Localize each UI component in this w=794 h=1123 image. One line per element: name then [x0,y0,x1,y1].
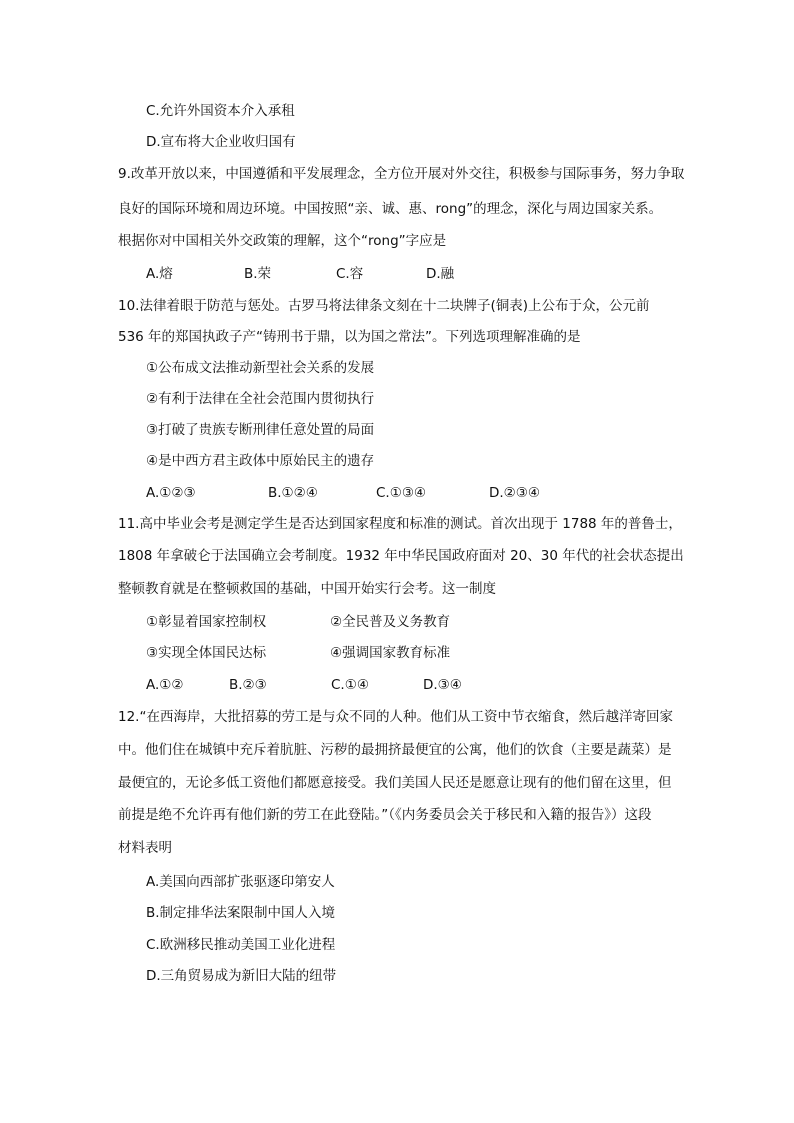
q12-option-a: A.美国向西部扩张驱逐印第安人 [146,874,335,890]
q9-option-c: C.容 [336,266,364,282]
q11-option-b: B.②③ [229,677,267,693]
q9-option-b: B.荣 [244,266,272,282]
q10-item-4: ④是中西方君主政体中原始民主的遗存 [146,453,375,469]
q12-option-d: D.三角贸易成为新旧大陆的纽带 [146,968,337,984]
q11-stem-line-1: 11.高中毕业会考是测定学生是否达到国家程度和标准的测试。首次出现于 1788 年的普鲁士， [118,516,682,532]
q12-stem-line-5: 材料表明 [118,840,172,856]
q11-stem-line-3: 整顿教育就是在整顿救国的基础，中国开始实行会考。这一制度 [118,581,496,597]
q11-item-1: ①彰显着国家控制权 [146,614,267,630]
q11-options [146,675,546,695]
q12-stem-line-1: 12.“在西海岸，大批招募的劳工是与众不同的人种。他们从工资中节衣缩食，然后越洋寄回家 [118,709,673,725]
q10-options [146,483,566,503]
q12-stem-line-3: 最便宜的，无论多低工资他们都愿意接受。我们美国人民还是愿意让现有的他们留在这里，但 [118,775,672,791]
q12-option-c: C.欧洲移民推动美国工业化进程 [146,937,336,953]
q11-option-d: D.③④ [423,677,462,693]
q10-option-a: A.①②③ [146,485,196,501]
q10-option-d: D.②③④ [489,485,540,501]
q12-stem-line-2: 中。他们住在城镇中充斥着肮脏、污秽的最拥挤最便宜的公寓，他们的饮食（主要是蔬菜）是 [118,742,672,758]
q12-stem-line-4: 前提是绝不允许再有他们新的劳工在此登陆。”（《内务委员会关于移民和入籍的报告》）这段 [118,807,652,823]
q11-stem-line-2: 1808 年拿破仑于法国确立会考制度。1932 年中华民国政府面对 20、30 年代的社会状态提出 [118,548,684,564]
q10-stem-line-1: 10.法律着眼于防范与惩处。古罗马将法律条文刻在十二块牌子(铜表)上公布于众，公元前 [118,298,650,314]
q11-items-row-2 [146,643,546,663]
q10-item-3: ③打破了贵族专断刑律任意处置的局面 [146,422,375,438]
q9-stem-line-3: 根据你对中国相关外交政策的理解，这个“rong”字应是 [118,233,447,249]
q11-option-a: A.①② [146,677,184,693]
q8-option-d: D.宣布将大企业收归国有 [146,134,296,150]
q11-item-3: ③实现全体国民达标 [146,645,267,661]
q9-option-d: D.融 [426,266,455,282]
q9-stem-line-1: 9.改革开放以来，中国遵循和平发展理念，全方位开展对外交往，积极参与国际事务，努力争取 [118,166,685,182]
q10-item-1: ①公布成文法推动新型社会关系的发展 [146,360,375,376]
q8-option-c: C.允许外国资本介入承租 [146,103,295,119]
q10-option-b: B.①②④ [268,485,318,501]
q10-item-2: ②有利于法律在全社会范围内贯彻执行 [146,391,375,407]
q11-item-2: ②全民普及义务教育 [330,614,451,630]
q10-stem-line-2: 536 年的郑国执政子产“铸刑书于鼎，以为国之常法”。下列选项理解准确的是 [118,329,581,345]
q11-option-c: C.①④ [331,677,369,693]
q9-options [146,264,546,284]
q11-items-row-1 [146,612,546,632]
q9-option-a: A.熔 [146,266,173,282]
q11-item-4: ④强调国家教育标准 [330,645,451,661]
q10-option-c: C.①③④ [376,485,427,501]
q12-option-b: B.制定排华法案限制中国人入境 [146,905,336,921]
q9-stem-line-2: 良好的国际环境和周边环境。中国按照“亲、诚、惠、rong”的理念，深化与周边国家关系。 [118,201,663,217]
